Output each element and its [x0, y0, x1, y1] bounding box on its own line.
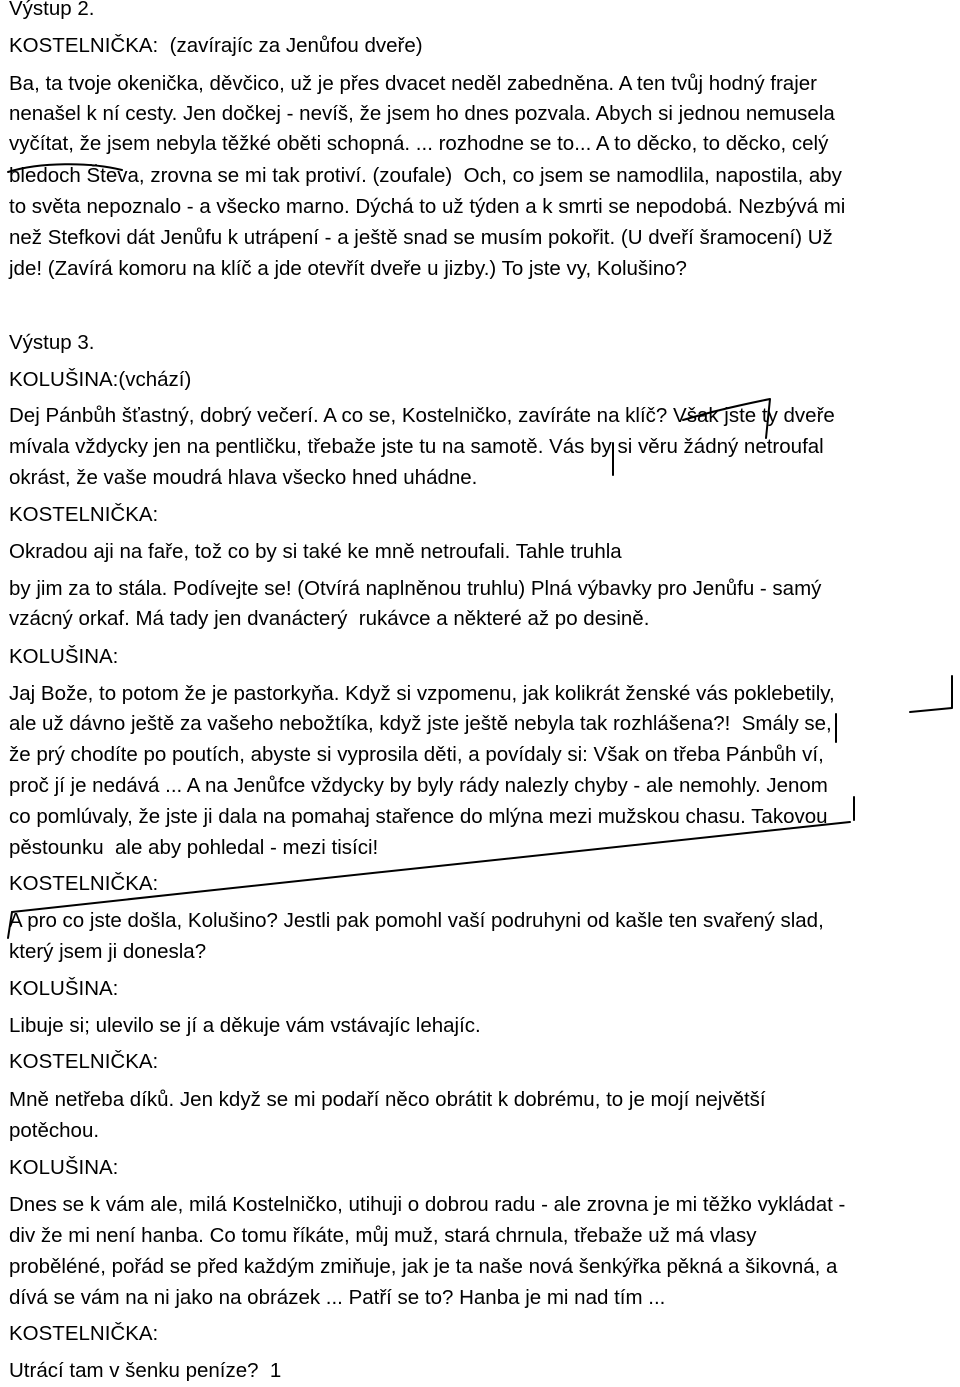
text-line: jde! (Zavírá komoru na klíč a jde otevřít dveře u jizby.) To jste vy, Kolušino?	[9, 257, 687, 280]
text-line: Jaj Bože, to potom že je pastorkyňa. Když si vzpomenu, jak kolikrát ženské vás poklebetily,	[9, 682, 835, 705]
text-line: Dej Pánbůh šťastný, dobrý večerí. A co se, Kostelničko, zavíráte na klíč? Však jste ty dveře	[9, 404, 835, 427]
text-line: ale už dávno ještě za vašeho nebožtíka, když jste ještě nebyla tak rozhlášena?! Smály se,	[9, 712, 832, 735]
text-line: Libuje si; ulevilo se jí a děkuje vám vstávajíc lehajíc.	[9, 1014, 481, 1037]
text-line: dívá se vám na ni jako na obrázek ... Patří se to? Hanba je mi nad tím ...	[9, 1286, 666, 1309]
text-line: div že mi není hanba. Co tomu říkáte, můj muž, stará chrnula, třebaže už má vlasy	[9, 1224, 757, 1247]
speaker-line: KOLUŠINA:(vchází)	[9, 368, 192, 391]
speaker-line: KOSTELNIČKA:	[9, 872, 159, 895]
speaker-line: KOSTELNIČKA:	[9, 503, 159, 526]
speaker-line: KOLUŠINA:	[9, 1156, 119, 1179]
text-line: co pomlúvaly, že jste ji dala na pomahaj stařence do mlýna mezi mužskou chasu. Takovou	[9, 805, 828, 828]
text-line: Utrácí tam v šenku peníze? 1	[9, 1359, 282, 1382]
text-line: potěchou.	[9, 1119, 100, 1142]
text-line: proběléné, pořád se před každým zmiňuje, jak je ta naše nová šenkýřka pěkná a šikovná, a	[9, 1255, 838, 1278]
text-line: který jsem ji donesla?	[9, 940, 207, 963]
text-line: by jim za to stála. Podívejte se! (Otvírá naplněnou truhlu) Plná výbavky pro Jenůfu - samý	[9, 577, 822, 600]
text-line: Okradou aji na faře, tož co by si také ke mně netroufali. Tahle truhla	[9, 540, 622, 563]
text-line: proč jí je nedává ... A na Jenůfce vždycky by byly rády nalezly chyby - ale nemohly. Jenom	[9, 774, 828, 797]
text-line: nenašel k ní cesty. Jen dočkej - nevíš, že jsem ho dnes pozvala. Abych si jednou nemusela	[9, 102, 835, 125]
text-line: Ba, ta tvoje okenička, děvčico, už je přes dvacet neděl zabedněna. A ten tvůj hodný frajer	[9, 72, 817, 95]
bracket-mark	[910, 676, 952, 712]
text-line: bledoch Števa, zrovna se mi tak protiví. (zoufale) Och, co jsem se namodlila, napostila, aby	[9, 164, 842, 187]
speaker-line: KOSTELNIČKA: (zavírajíc za Jenůfou dveře)	[9, 34, 423, 57]
text-line: vzácný orkaf. Má tady jen dvanácterý rukávce a některé až po desině.	[9, 607, 650, 630]
text-line: než Stefkovi dát Jenůfu k utrápení - a ještě snad se musím pokořit. (U dveří šramocení) Už	[9, 226, 833, 249]
text-line: Mně netřeba díků. Jen když se mi podaří něco obrátit k dobrému, to je mojí největší	[9, 1088, 766, 1111]
speaker-line: KOLUŠINA:	[9, 977, 119, 1000]
text-line: že prý chodíte po poutích, abyste si vyprosila děti, a povídaly si: Však on třeba Pánbůh ví,	[9, 743, 824, 766]
text-line: Dnes se k vám ale, milá Kostelničko, utihuji o dobrou radu - ale zrovna je mi těžko vykládat -	[9, 1193, 846, 1216]
text-line: to světa nepoznalo - a všecko marno. Dýchá to už týden a k smrti se nepodobá. Nezbývá mi	[9, 195, 846, 218]
scene-heading: Výstup 3.	[9, 331, 95, 354]
scene-heading: Výstup 2.	[9, 0, 95, 20]
text-line: vyčítat, že jsem nebyla těžké oběti schopná. ... rozhodne se to... A to děcko, to děcko, celý	[9, 132, 829, 155]
text-line: pěstounku ale aby pohledal - mezi tisíci!	[9, 836, 379, 859]
text-line: okrást, že vaše moudrá hlava všecko hned uhádne.	[9, 466, 478, 489]
text-line: A pro co jste došla, Kolušino? Jestli pak pomohl vaší podruhyni od kašle ten svařený slad,	[9, 909, 824, 932]
speaker-line: KOSTELNIČKA:	[9, 1050, 159, 1073]
speaker-line: KOLUŠINA:	[9, 645, 119, 668]
text-line: mívala vždycky jen na pentličku, třebaže jste tu na samotě. Vás by si věru žádný netroufal	[9, 435, 824, 458]
speaker-line: KOSTELNIČKA:	[9, 1322, 159, 1345]
